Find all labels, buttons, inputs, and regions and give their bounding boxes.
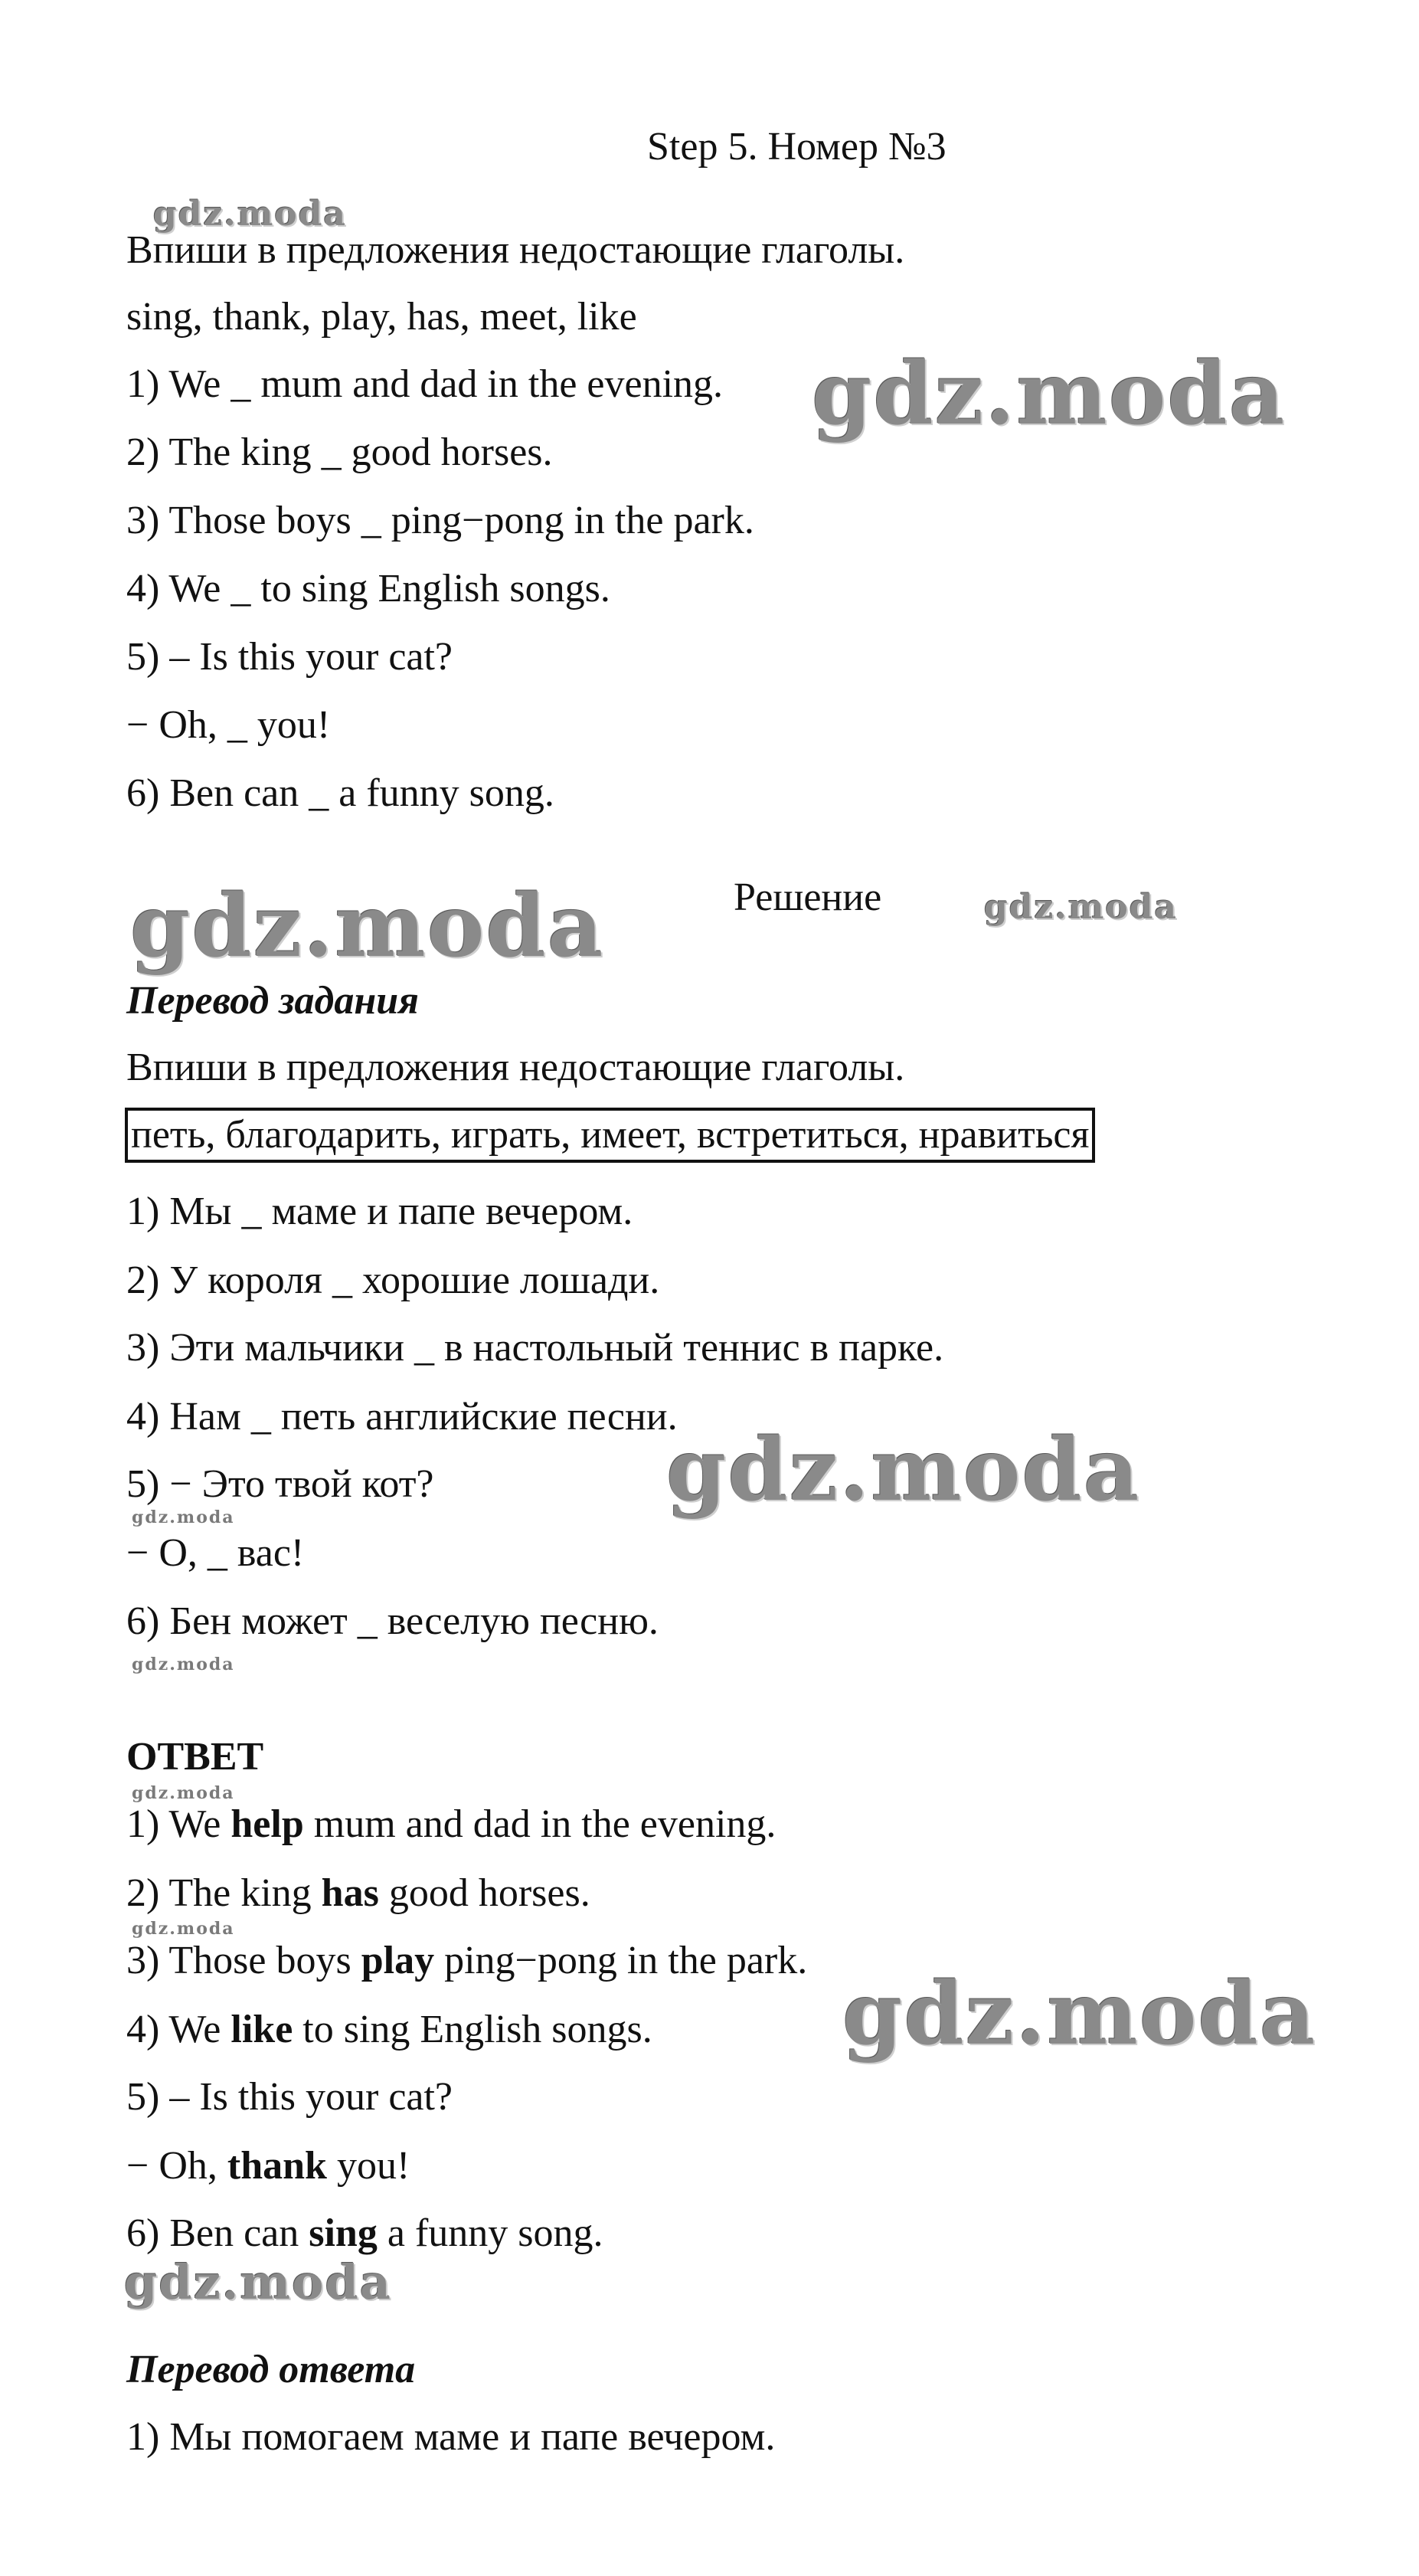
watermark: gdz.moda [984,888,1179,927]
answer-verb: like [231,2008,293,2051]
watermark: gdz.moda [130,876,605,977]
watermark: gdz.moda [842,1964,1317,2064]
solution-item: 3) Эти мальчики _ в настольный теннис в парке. [126,1326,944,1370]
solution-item: 2) У короля _ хорошие лошади. [126,1259,660,1302]
watermark: gdz.moda [124,2254,392,2310]
answer-verb: play [361,1939,435,1982]
task-item: 4) We _ to sing English songs. [126,567,610,610]
task-item: 6) Ben can _ a funny song. [126,771,554,815]
task-item: 1) We _ mum and dad in the evening. [126,362,724,406]
solution-heading: Решение [734,876,882,919]
page-title: Step 5. Номер №3 [647,125,947,169]
solution-item: 4) Нам _ петь английские песни. [126,1395,678,1439]
watermark: gdz.moda [132,1783,235,1803]
solution-item: 1) Мы _ маме и папе вечером. [126,1190,633,1233]
watermark: gdz.moda [132,1507,235,1527]
answer-verb: thank [227,2144,327,2188]
solution-instruction: Впиши в предложения недостающие глаголы. [126,1046,905,1089]
solution-item: 6) Бен может _ веселую песню. [126,1599,659,1643]
task-word-bank: sing, thank, play, has, meet, like [126,295,637,339]
task-item: − Oh, _ you! [126,703,331,747]
task-item: 5) – Is this your cat? [126,635,453,679]
watermark: gdz.moda [132,1655,235,1674]
watermark: gdz.moda [132,1919,235,1939]
answer-item: − Oh, thank you! [126,2144,410,2188]
solution-word-bank-box: петь, благодарить, играть, имеет, встретиться, нравиться [125,1108,1095,1163]
answer-translation-heading: Перевод ответа [126,2348,416,2391]
answer-item: 3) Those boys play ping−pong in the park. [126,1939,808,1982]
solution-item: 5) − Это твой кот? [126,1462,434,1506]
answer-item: 4) We like to sing English songs. [126,2008,652,2051]
answer-item: 1) We help mum and dad in the evening. [126,1802,777,1846]
task-instruction: Впиши в предложения недостающие глаголы. [126,228,905,272]
task-item: 2) The king _ good horses. [126,430,553,474]
answer-verb: help [231,1802,304,1846]
answer-heading: ОТВЕТ [126,1735,264,1779]
answer-verb: has [321,1871,379,1915]
answer-verb: sing [309,2211,378,2255]
answer-item: 2) The king has good horses. [126,1871,590,1915]
watermark: gdz.moda [666,1420,1141,1520]
answer-item: 5) – Is this your cat? [126,2075,453,2119]
task-item: 3) Those boys _ ping−pong in the park. [126,499,754,542]
watermark: gdz.moda [153,195,348,234]
solution-item: − О, _ вас! [126,1531,305,1575]
answer-translation-item: 1) Мы помогаем маме и папе вечером. [126,2415,776,2459]
solution-translation-heading: Перевод задания [126,979,419,1023]
watermark: gdz.moda [812,344,1287,444]
answer-item: 6) Ben can sing a funny song. [126,2211,603,2255]
